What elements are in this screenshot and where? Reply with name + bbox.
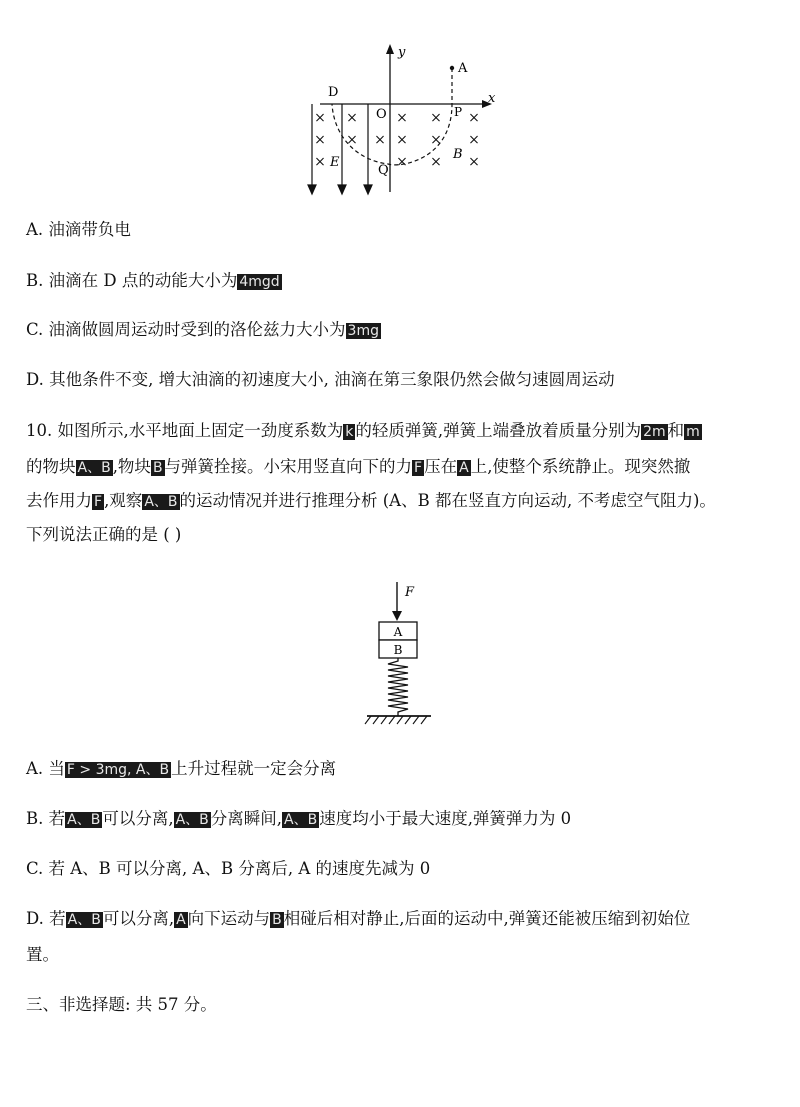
svg-text:×: × [430, 154, 442, 170]
fig1-label-x: x [488, 91, 496, 106]
q10-option-b: B. 若 A、B 可以分离, A、B 分离瞬间, A、B 速度均小于最大速度,弹簧弹力为 0 [26, 809, 572, 828]
q10-option-d-cont: 置。 [26, 945, 59, 964]
svg-text:×: × [346, 110, 358, 126]
field-diagram [296, 40, 516, 200]
fig1-label-p: P [454, 105, 463, 119]
svg-text:×: × [468, 154, 480, 170]
fig1-label-a: A [458, 61, 468, 76]
q10-stem-line3: 去作用力 F ,观察 A、B 的运动情况并进行推理分析 (A、B 都在竖直方向运动, 不考虑空气阻力)。 [26, 491, 716, 510]
q10-stem-line2: 的物块 A、B ,物块 B 与弹簧拴接。小宋用竖直向下的力 F 压在 A 上,使整个系统静止。现突然撤 [26, 457, 691, 476]
fig1-label-d: D [328, 85, 339, 100]
spring-diagram [355, 578, 465, 738]
q10-option-d: D. 若 A、B 可以分离, A 向下运动与 B 相碰后相对静止,后面的运动中,弹簧还能被压缩到初始位 [26, 909, 691, 928]
svg-text:×: × [374, 132, 386, 148]
q9-option-c: C. 油滴做圆周运动时受到的洛伦兹力大小为 3mg [26, 320, 379, 339]
svg-text:×: × [314, 132, 326, 148]
svg-text:×: × [314, 110, 326, 126]
svg-text:×: × [430, 132, 442, 148]
q9-option-d: D. 其他条件不变, 增大油滴的初速度大小, 油滴在第三象限仍然会做匀速圆周运动 [26, 370, 615, 389]
svg-text:×: × [468, 110, 480, 126]
fig2-label-f: F [405, 585, 415, 600]
svg-text:×: × [468, 132, 480, 148]
svg-text:×: × [396, 132, 408, 148]
fig1-label-b: B [453, 147, 463, 162]
q10-option-a: A. 当 F > 3mg, A、B 上升过程就一定会分离 [26, 759, 337, 778]
fig1-label-y: y [398, 45, 406, 60]
q10-option-c: C. 若 A、B 可以分离, A、B 分离后, A 的速度先减为 0 [26, 859, 431, 878]
q9-option-a: A. 油滴带负电 [26, 220, 131, 239]
svg-text:×: × [396, 110, 408, 126]
svg-text:×: × [396, 154, 408, 170]
fig2-label-b: B [393, 643, 403, 657]
fig1-label-o: O [376, 107, 387, 122]
fig1-label-e: E [330, 155, 340, 170]
q10-stem-line1: 10. 如图所示,水平地面上固定一劲度系数为 k 的轻质弹簧,弹簧上端叠放着质量分别为 2m 和 m [26, 421, 700, 440]
q10-stem-line4: 下列说法正确的是 ( ) [26, 525, 182, 544]
q9-option-b: B. 油滴在 D 点的动能大小为 4mgd [26, 271, 280, 290]
svg-text:×: × [430, 110, 442, 126]
fig1-label-q: Q [378, 163, 389, 178]
section-3-heading: 三、非选择题: 共 57 分。 [26, 995, 217, 1014]
svg-text:×: × [314, 154, 326, 170]
fig2-label-a: A [393, 625, 403, 639]
svg-text:×: × [346, 132, 358, 148]
